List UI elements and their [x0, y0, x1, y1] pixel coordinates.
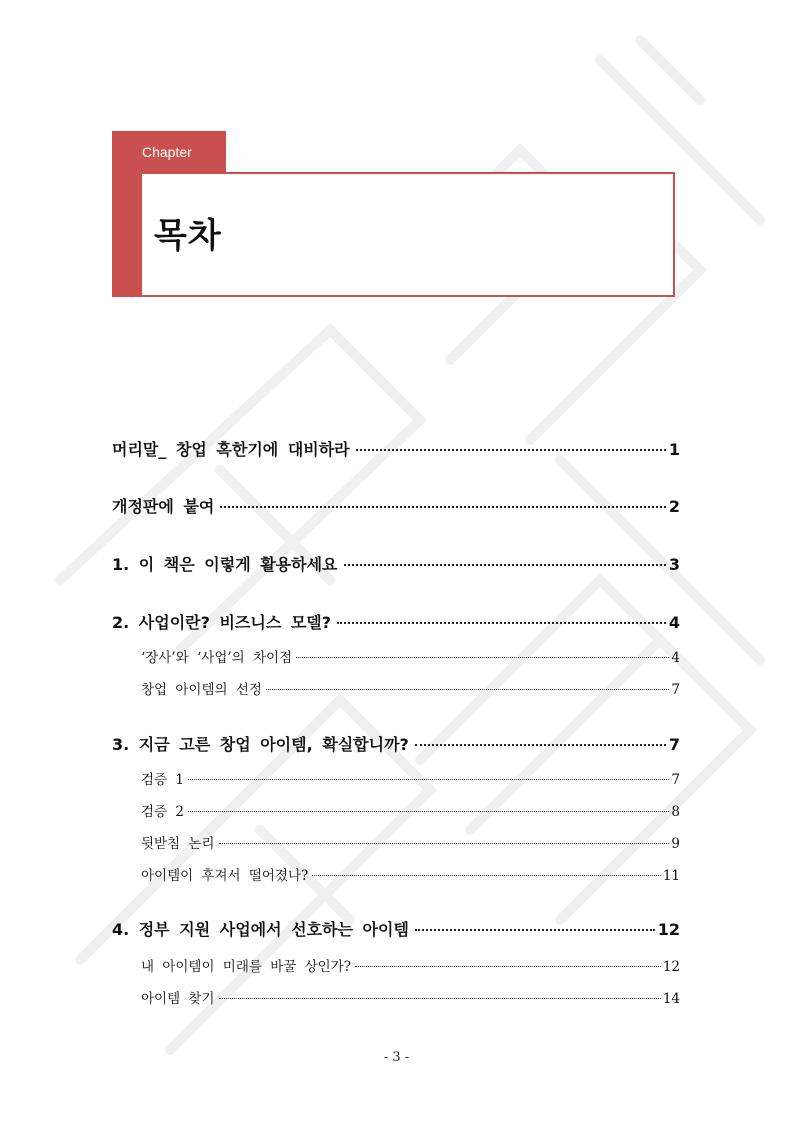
toc-leader-dots	[356, 449, 666, 451]
toc-subentry	[141, 864, 680, 884]
toc-page-number: 12	[657, 920, 680, 939]
page-title: 목차	[154, 216, 222, 256]
toc-leader-dots	[266, 689, 669, 690]
toc-subentry	[141, 678, 680, 698]
toc-leader-dots	[220, 506, 666, 508]
page-number: - 3 -	[383, 1050, 410, 1065]
toc-subentry	[141, 832, 680, 852]
toc-leader-dots	[344, 564, 666, 566]
toc-entry-title: 머리말_ 창업 혹한기에 대비하라	[112, 440, 350, 459]
toc-leader-dots	[219, 843, 670, 844]
toc-leader-dots	[415, 744, 666, 746]
toc-entry	[112, 552, 680, 575]
toc-subentry	[141, 987, 680, 1007]
toc-entry-title: 검증 2	[141, 804, 184, 820]
toc-entry-title: 아이템 찾기	[141, 991, 215, 1007]
toc-entry-title: 4. 정부 지원 사업에서 선호하는 아이템	[112, 920, 409, 939]
toc-leader-dots	[312, 875, 661, 876]
toc-entry-title: 뒷받침 논리	[141, 836, 215, 852]
chapter-label: Chapter	[142, 144, 192, 160]
toc-entry-title: 검증 1	[141, 772, 184, 788]
toc-subentry	[141, 768, 680, 788]
toc-page-number: 4	[668, 613, 680, 632]
toc-leader-dots	[415, 929, 655, 931]
toc-entry-title: 창업 아이템의 선정	[141, 682, 262, 698]
toc-entry-title: 1. 이 책은 이렇게 활용하세요	[112, 555, 338, 574]
toc-entry	[112, 732, 680, 755]
toc-entry	[112, 437, 680, 460]
toc-entry-title: 2. 사업이란? 비즈니스 모델?	[112, 613, 332, 632]
toc-entry	[112, 917, 680, 940]
toc-entry-title: 3. 지금 고른 창업 아이템, 확실합니까?	[112, 735, 409, 754]
toc-page-number: 3	[668, 555, 680, 574]
toc-entry-title: ‘장사’와 ‘사업’의 차이점	[141, 650, 293, 666]
toc-page-number: 8	[671, 804, 680, 820]
toc-page-number: 7	[671, 682, 680, 698]
toc-page-number: 7	[668, 735, 680, 754]
toc-leader-dots	[219, 998, 661, 999]
toc-page-number: 7	[671, 772, 680, 788]
toc-page-number: 1	[668, 440, 680, 459]
toc-page-number: 4	[671, 650, 680, 666]
toc-leader-dots	[188, 811, 669, 812]
toc-leader-dots	[355, 966, 661, 967]
toc-leader-dots	[188, 779, 669, 780]
toc-page-number: 2	[668, 497, 680, 516]
toc-page-number: 12	[662, 959, 680, 975]
toc-page-number: 9	[671, 836, 680, 852]
toc-entry	[112, 494, 680, 517]
toc-subentry	[141, 646, 680, 666]
toc-entry-title: 개정판에 붙여	[112, 497, 215, 516]
toc-page-number: 14	[662, 991, 680, 1007]
toc-subentry	[141, 800, 680, 820]
toc-entry-title: 아이템이 후져서 떨어졌나?	[141, 868, 309, 884]
toc-leader-dots	[296, 657, 669, 658]
toc-entry	[112, 610, 680, 633]
toc-subentry	[141, 955, 680, 975]
toc-leader-dots	[337, 622, 666, 624]
toc-entry-title: 내 아이템이 미래를 바꿀 상인가?	[141, 959, 351, 975]
toc-page-number: 11	[662, 868, 680, 884]
